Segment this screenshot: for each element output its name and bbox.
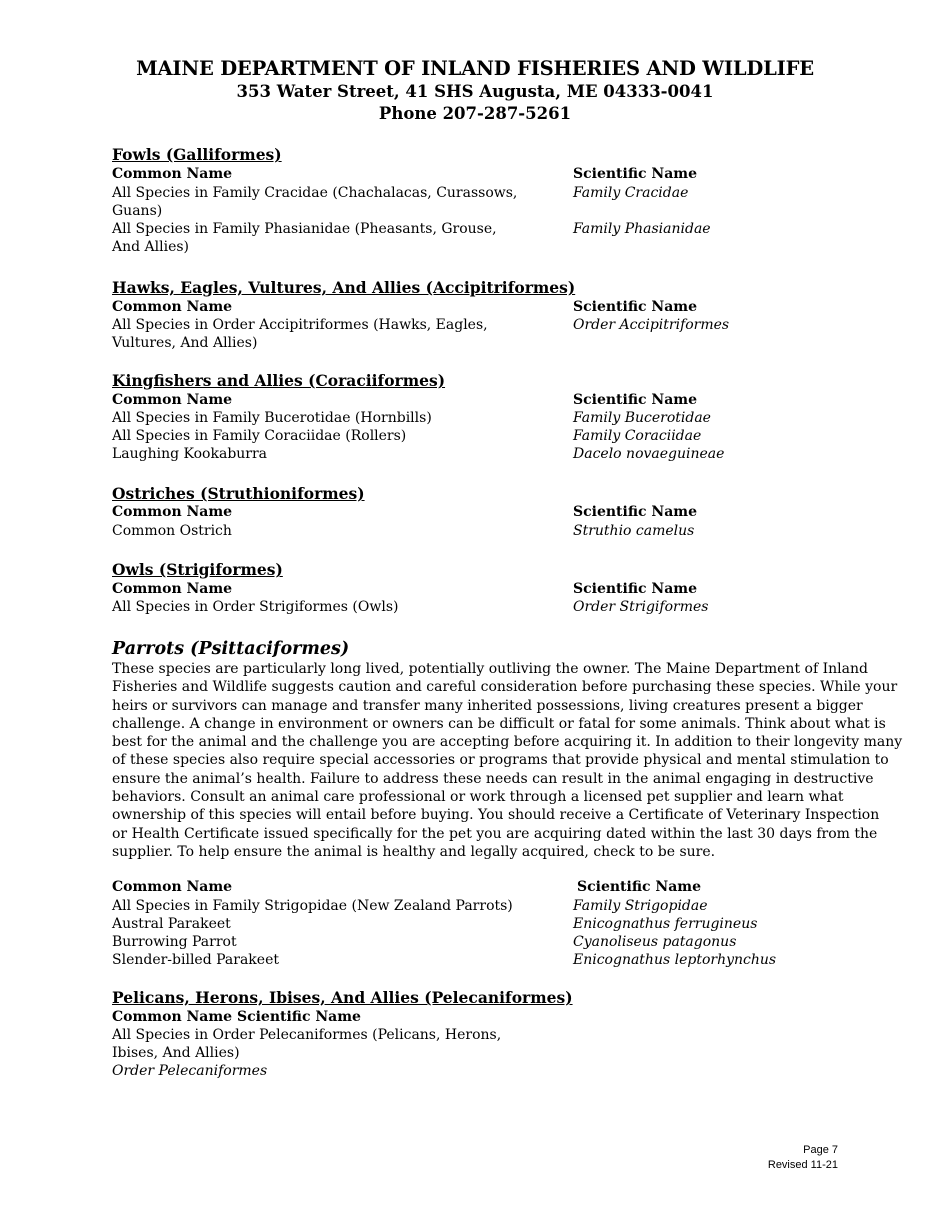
common-name: Austral Parakeet <box>112 916 231 932</box>
common-name: Burrowing Parrot <box>112 934 237 950</box>
column-header-scientific: Scientific Name <box>577 879 701 895</box>
page-number: Page 7 <box>803 1144 838 1156</box>
common-name: Common Ostrich <box>112 523 232 539</box>
paragraph-line: challenge. A change in environment or owners can be difficult or fatal for some animals. Think about what is <box>112 715 886 732</box>
column-header-common: Common Name <box>112 299 233 315</box>
parrots-advisory-paragraph <box>112 660 903 861</box>
scientific-name: Order Strigiformes <box>573 599 709 615</box>
section-title-hawks: Hawks, Eagles, Vultures, And Allies (Accipitriformes) <box>112 278 576 297</box>
section-title-pelicans: Pelicans, Herons, Ibises, And Allies (Pelecaniformes) <box>112 988 573 1007</box>
agency-address: 353 Water Street, 41 SHS Augusta, ME 04333-0041 <box>236 82 714 101</box>
revision-date: Revised 11-21 <box>767 1159 838 1171</box>
common-name: All Species in Order Pelecaniformes (Pelicans, Herons, <box>112 1027 502 1043</box>
paragraph-line: best for the animal and the challenge you are accepting before acquiring it. In addition to their longevity many <box>112 734 903 751</box>
paragraph-line: ownership of this species will entail before buying. You should receive a Certificate of Veterinary Inspection <box>112 807 880 824</box>
scientific-name: Family Coraciidae <box>573 428 702 444</box>
agency-title: MAINE DEPARTMENT OF INLAND FISHERIES AND WILDLIFE <box>136 57 814 80</box>
scientific-name: Cyanoliseus patagonus <box>573 934 737 950</box>
common-name: All Species in Family Coraciidae (Rollers) <box>112 428 407 444</box>
paragraph-line: ensure the animal’s health. Failure to address these needs can result in the animal engaging in destructive <box>112 770 874 787</box>
common-name: All Species in Family Cracidae (Chachalacas, Curassows, <box>112 185 518 201</box>
scientific-name: Struthio camelus <box>573 523 695 539</box>
common-name: And Allies) <box>112 239 190 255</box>
column-header-scientific: Scientific Name <box>573 299 697 315</box>
paragraph-line: heirs or survivors can manage and transfer many inherited possessions, living creatures present a bigger <box>112 697 863 714</box>
scientific-name: Enicognathus ferrugineus <box>573 916 758 932</box>
scientific-name: Dacelo novaeguineae <box>573 446 725 462</box>
paragraph-line: Fisheries and Wildlife suggests caution and careful consideration before purchasing these species. While your <box>112 679 898 696</box>
common-name: All Species in Family Phasianidae (Pheasants, Grouse, <box>112 221 497 237</box>
scientific-name: Enicognathus leptorhynchus <box>573 952 777 968</box>
column-header-scientific: Scientific Name <box>573 166 697 182</box>
column-header-scientific: Scientific Name <box>573 392 697 408</box>
column-header-common: Common Name <box>112 392 233 408</box>
common-name: Guans) <box>112 203 163 219</box>
scientific-name: Order Accipitriformes <box>573 317 730 333</box>
common-name: All Species in Order Strigiformes (Owls) <box>112 599 399 615</box>
column-header-common: Common Name <box>112 166 233 182</box>
document-header <box>0 56 950 125</box>
paragraph-line: These species are particularly long lived, potentially outliving the owner. The Maine Department of Inland <box>112 661 868 677</box>
common-name: All Species in Family Bucerotidae (Hornbills) <box>112 410 432 426</box>
paragraph-line: or Health Certificate issued specifically for the pet you are acquiring dated within the last 30 days from the <box>112 825 878 842</box>
scientific-name: Family Cracidae <box>573 185 689 201</box>
common-name: Slender-billed Parakeet <box>112 952 279 968</box>
column-header-scientific: Scientific Name <box>573 581 697 597</box>
common-name: All Species in Order Accipitriformes (Hawks, Eagles, <box>112 317 488 333</box>
paragraph-line: of these species also require special accessories or programs that provide physical and mental stimulation to <box>112 752 889 769</box>
column-header-common: Common Name <box>112 581 233 597</box>
common-name: Vultures, And Allies) <box>112 335 258 351</box>
common-name: Ibises, And Allies) <box>112 1045 240 1061</box>
scientific-name: Family Bucerotidae <box>573 410 711 426</box>
agency-phone: Phone 207-287-5261 <box>378 104 572 123</box>
scientific-name: Family Strigopidae <box>573 898 708 914</box>
section-title-ostriches: Ostriches (Struthioniformes) <box>112 484 365 503</box>
section-title-owls: Owls (Strigiformes) <box>112 560 283 579</box>
common-name: Laughing Kookaburra <box>112 446 268 462</box>
column-header-common: Common Name <box>112 504 233 520</box>
section-title-kingfishers: Kingfishers and Allies (Coraciiformes) <box>112 371 446 390</box>
scientific-name: Family Phasianidae <box>573 221 711 237</box>
paragraph-line: supplier. To help ensure the animal is healthy and legally acquired, check to be sure. <box>112 843 716 860</box>
common-name: All Species in Family Strigopidae (New Zealand Parrots) <box>112 898 513 914</box>
scientific-name: Order Pelecaniformes <box>112 1063 268 1079</box>
column-header-common: Common Name <box>112 879 233 895</box>
section-title-fowls: Fowls (Galliformes) <box>112 145 282 164</box>
column-header-combined: Common Name Scientific Name <box>112 1009 361 1025</box>
paragraph-line: behaviors. Consult an animal care professional or work through a licensed pet supplier and learn what <box>112 789 844 806</box>
section-title-parrots: Parrots (Psittaciformes) <box>112 639 350 659</box>
column-header-scientific: Scientific Name <box>573 504 697 520</box>
